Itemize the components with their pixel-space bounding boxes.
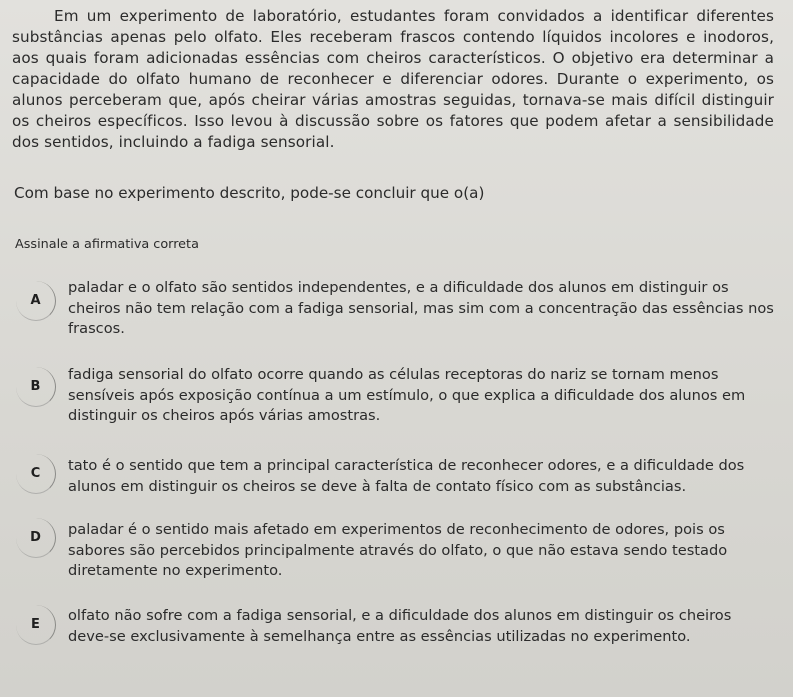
option-a-letter[interactable]: A [16, 281, 56, 321]
option-e-letter[interactable]: E [16, 605, 56, 645]
option-d-text[interactable]: paladar é o sentido mais afetado em experimentos de reconhecimento de odores, pois os sabores são percebidos principalmente através do olfato, o que não estava sendo testado diretamente no experimento. [68, 521, 728, 579]
option-b-text[interactable]: fadiga sensorial do olfato ocorre quando as células receptoras do nariz se tornam menos sensíveis após exposição contínua a um estímulo, o que explica a dificuldade dos alunos em distinguir os cheiros após várias amostras. [68, 366, 746, 424]
instruction-text: Assinale a afirmativa correta [15, 237, 199, 252]
passage-text: Em um experimento de laboratório, estudantes foram convidados a identificar diferentes substâncias apenas pelo olfato. Eles receberam frascos contendo líquidos incolores e inodoros, aos quais foram adicionadas essências com cheiros característicos. O objetivo era determinar a capacidade do olfato humano de reconhecer e diferenciar odores. Durante o experimento, os alunos perceberam que, após cheirar várias amostras seguidas, tornava-se mais difícil distinguir os cheiros específicos. Isso levou à discussão sobre os fatores que podem afetar a sensibilidade dos sentidos, incluindo a fadiga sensorial. [12, 7, 774, 151]
option-d-letter[interactable]: D [16, 518, 56, 558]
option-b-letter[interactable]: B [16, 367, 56, 407]
option-c-text[interactable]: tato é o sentido que tem a principal característica de reconhecer odores, e a dificuldade dos alunos em distinguir os cheiros se deve à falta de contato físico com as substâncias. [68, 457, 745, 495]
option-e-text[interactable]: olfato não sofre com a fadiga sensorial, e a dificuldade dos alunos em distinguir os cheiros deve-se exclusivamente à semelhança entre as essências utilizadas no experimento. [68, 607, 732, 645]
option-c-letter[interactable]: C [16, 454, 56, 494]
question-stem: Com base no experimento descrito, pode-se concluir que o(a) [14, 184, 485, 202]
option-a-text[interactable]: paladar e o olfato são sentidos independentes, e a dificuldade dos alunos em distinguir os cheiros não tem relação com a fadiga sensorial, mas sim com a concentração das essências nos frascos. [68, 279, 774, 337]
